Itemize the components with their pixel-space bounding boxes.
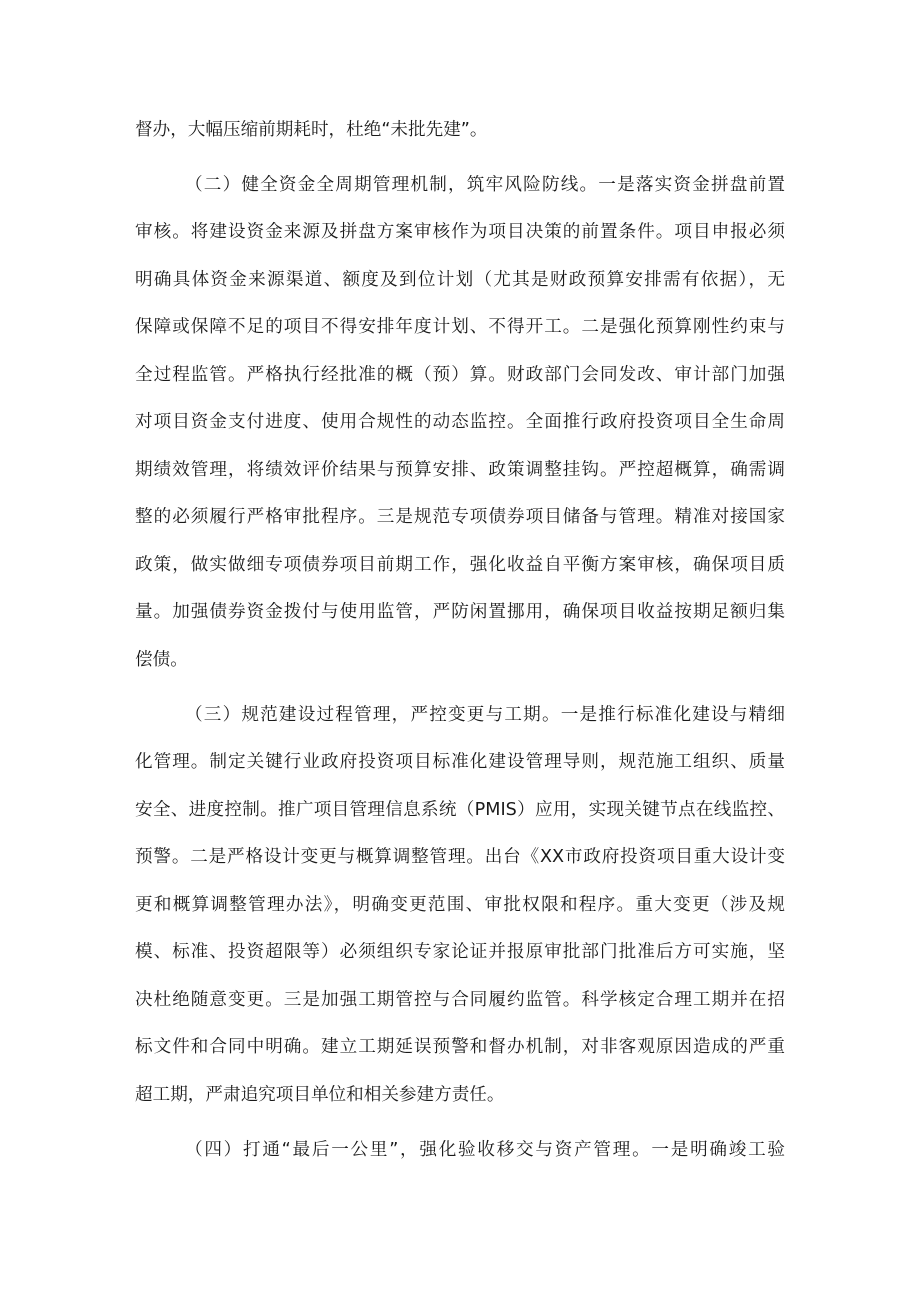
- text-line: 整的必须履行严格审批程序。三是规范专项债券项目储备与管理。精准对接国家: [135, 507, 785, 527]
- text-line: 预警。二是严格设计变更与概算调整管理。出台《XX市政府投资项目重大设计变: [135, 847, 785, 867]
- text-line: 督办，大幅压缩前期耗时，杜绝“未批先建”。: [135, 120, 488, 140]
- text-line: 审核。将建设资金来源及拼盘方案审核作为项目决策的前置条件。项目申报必须: [135, 222, 785, 242]
- text-line: 超工期，严肃追究项目单位和相关参建方责任。: [135, 1085, 505, 1105]
- text-line: 政策，做实做细专项债券项目前期工作，强化收益自平衡方案审核，确保项目质: [135, 555, 785, 575]
- text-line: 保障或保障不足的项目不得安排年度计划、不得开工。二是强化预算刚性约束与: [135, 317, 785, 337]
- text-line: 安全、进度控制。推广项目管理信息系统（PMIS）应用，实现关键节点在线监控、: [135, 800, 785, 820]
- text-line: 决杜绝随意变更。三是加强工期管控与合同履约监管。科学核定合理工期并在招: [135, 990, 785, 1010]
- text-line: 偿债。: [135, 650, 188, 670]
- text-line: 期绩效管理，将绩效评价结果与预算安排、政策调整挂钩。严控超概算，确需调: [135, 460, 785, 480]
- text-line: 更和概算调整管理办法》，明确变更范围、审批权限和程序。重大变更（涉及规: [135, 895, 785, 915]
- text-line: 量。加强债券资金拨付与使用监管，严防闲置挪用，确保项目收益按期足额归集: [135, 602, 785, 622]
- section-heading-line: （四）打通“最后一公里”，强化验收移交与资产管理。一是明确竣工验: [185, 1140, 785, 1160]
- text-line: 全过程监管。严格执行经批准的概（预）算。财政部门会同发改、审计部门加强: [135, 365, 785, 385]
- text-line: 化管理。制定关键行业政府投资项目标准化建设管理导则，规范施工组织、质量: [135, 752, 785, 772]
- text-line: 模、标准、投资超限等）必须组织专家论证并报原审批部门批准后方可实施，坚: [135, 942, 785, 962]
- section-heading-line: （二）健全资金全周期管理机制，筑牢风险防线。一是落实资金拼盘前置: [185, 175, 785, 195]
- text-line: 明确具体资金来源渠道、额度及到位计划（尤其是财政预算安排需有依据），无: [135, 270, 785, 290]
- text-line: 标文件和合同中明确。建立工期延误预警和督办机制，对非客观原因造成的严重: [135, 1037, 785, 1057]
- text-line: 对项目资金支付进度、使用合规性的动态监控。全面推行政府投资项目全生命周: [135, 412, 785, 432]
- section-heading-line: （三）规范建设过程管理，严控变更与工期。一是推行标准化建设与精细: [185, 705, 785, 725]
